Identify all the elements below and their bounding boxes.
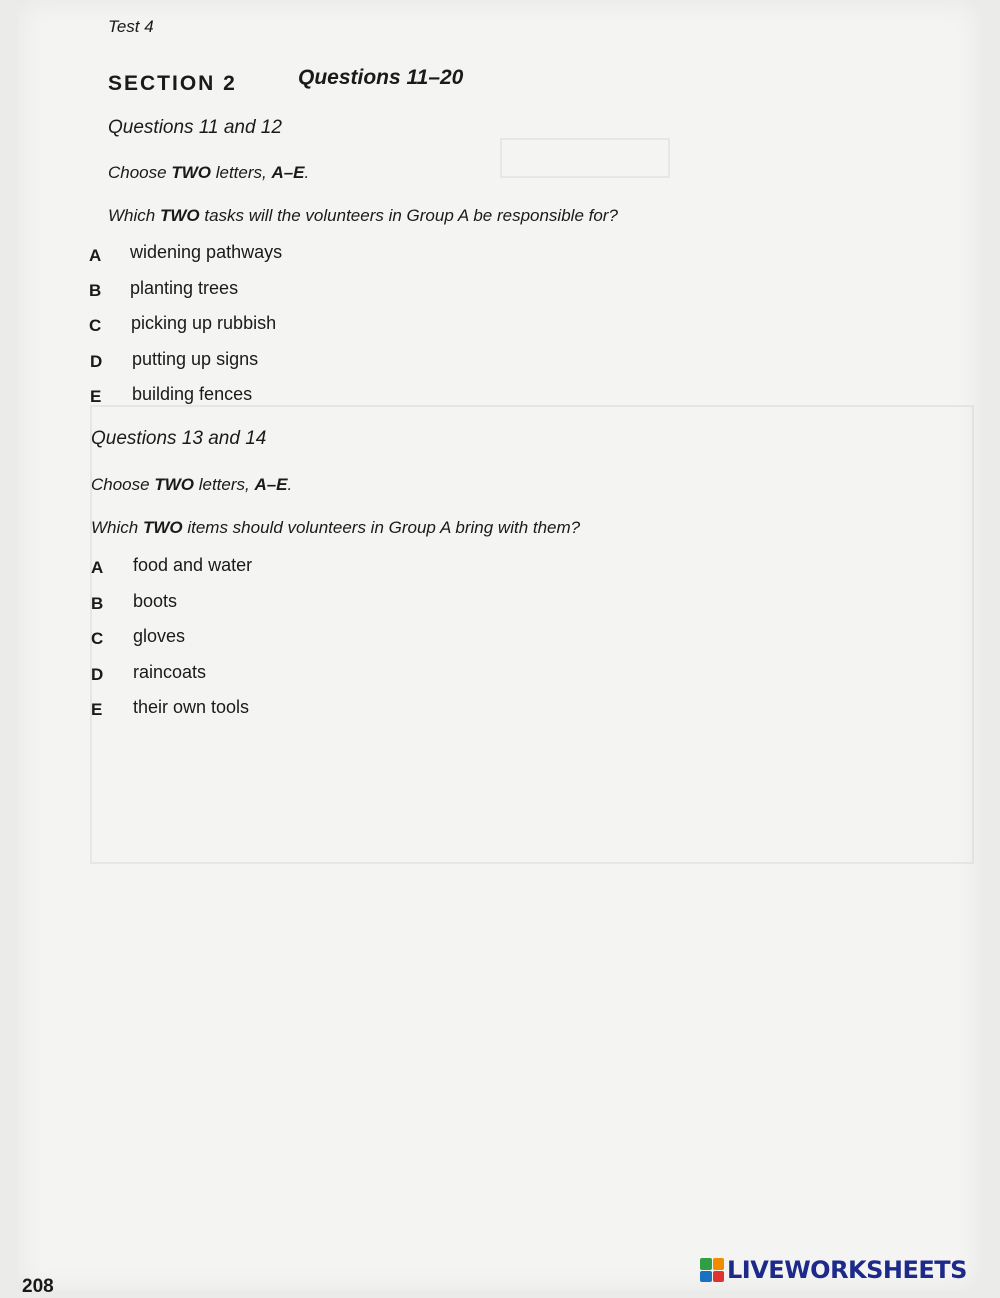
q13-option-e-letter: E: [91, 700, 103, 719]
q13-option-a-text[interactable]: food and water: [133, 555, 253, 575]
test-label: Test 4: [108, 17, 154, 36]
q13-option-d-letter: D: [91, 665, 104, 684]
liveworksheets-logo[interactable]: [700, 1256, 967, 1284]
q13-14-question: Which TWO items should volunteers in Group A bring with them?: [91, 518, 581, 537]
q13-14-instruction: Choose TWO letters, A–E.: [91, 475, 293, 494]
q13-option-e-text[interactable]: their own tools: [133, 697, 250, 717]
q11-12-heading: Questions 11 and 12: [108, 117, 282, 138]
q13-option-c-text[interactable]: gloves: [133, 626, 186, 646]
q11-option-d-letter: D: [90, 352, 103, 371]
q11-12-instruction: Choose TWO letters, A–E.: [108, 163, 310, 182]
bleed-through-banner: [500, 138, 670, 178]
q13-option-b-letter: B: [91, 594, 104, 613]
q13-option-b-text[interactable]: boots: [133, 591, 178, 611]
liveworksheets-logo-icon: [700, 1258, 724, 1282]
page-number: 208: [22, 1276, 54, 1297]
q11-option-a-text[interactable]: widening pathways: [130, 242, 283, 262]
brand-name: LIVEWORKSHEETS: [727, 1256, 967, 1284]
q11-option-c-text[interactable]: picking up rubbish: [131, 313, 277, 333]
logo-icon-square-3: [700, 1271, 712, 1283]
q11-option-d-text[interactable]: putting up signs: [132, 349, 259, 369]
q11-12-question: Which TWO tasks will the volunteers in Group A be responsible for?: [108, 206, 618, 225]
q11-option-c-letter: C: [89, 316, 102, 335]
logo-icon-square-4: [713, 1271, 725, 1283]
section-title: SECTION 2: [108, 72, 237, 95]
q11-option-b-letter: B: [89, 281, 102, 300]
logo-icon-square-1: [700, 1258, 712, 1270]
worksheet-page: [18, 0, 980, 1291]
q11-option-b-text[interactable]: planting trees: [130, 278, 239, 298]
q11-option-e-text[interactable]: building fences: [132, 384, 253, 404]
bleed-through-table: [90, 405, 974, 864]
questions-range: Questions 11–20: [298, 66, 464, 89]
q13-option-a-letter: A: [91, 558, 104, 577]
q13-option-c-letter: C: [91, 629, 104, 648]
q11-option-a-letter: A: [89, 246, 102, 265]
logo-icon-square-2: [713, 1258, 725, 1270]
q13-14-heading: Questions 13 and 14: [91, 428, 267, 449]
q13-option-d-text[interactable]: raincoats: [133, 662, 207, 682]
q11-option-e-letter: E: [90, 387, 102, 406]
